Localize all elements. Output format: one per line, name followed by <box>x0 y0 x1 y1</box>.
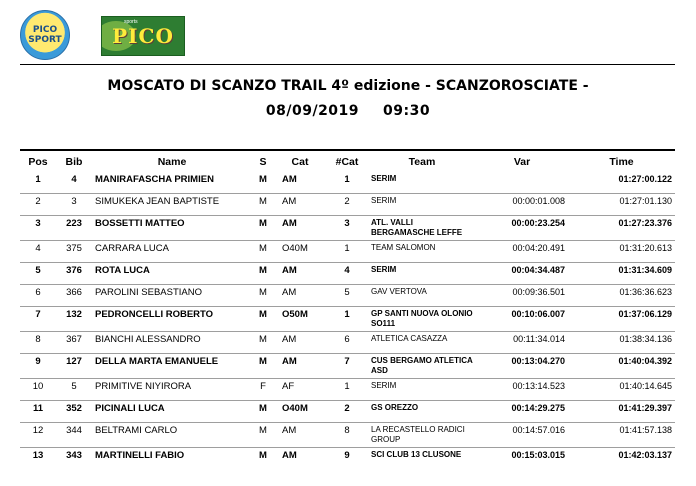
cell-name: PICINALI LUCA <box>95 403 165 414</box>
event-time: 09:30 <box>383 103 431 119</box>
table-row <box>20 379 675 401</box>
cell-catpos: 1 <box>344 309 350 320</box>
cell-pos: 1 <box>35 174 41 185</box>
header-col-cat: Cat <box>291 156 309 168</box>
table-body <box>20 172 675 469</box>
cell-bib: 3 <box>71 196 77 207</box>
cell-name: MARTINELLI FABIO <box>95 450 185 461</box>
cell-team: LA RECASTELLO RADICI GROUP <box>371 425 465 444</box>
cell-var: 00:00:01.008 <box>512 196 565 206</box>
cell-time: 01:27:01.130 <box>619 196 672 206</box>
pico-logo-line2: SPORT <box>28 35 62 45</box>
cell-pos: 2 <box>35 196 41 207</box>
cell-var: 00:13:14.523 <box>512 381 565 391</box>
cell-name: BIANCHI ALESSANDRO <box>95 334 201 345</box>
cell-pos: 11 <box>32 403 44 414</box>
pico-sport-logo <box>20 10 70 60</box>
cell-var: 00:13:04.270 <box>511 356 565 366</box>
cell-catpos: 7 <box>344 356 350 367</box>
cell-pos: 12 <box>32 425 44 436</box>
table-row <box>20 354 675 379</box>
pico-logo-line1: PICO <box>32 25 58 35</box>
cell-cat: AM <box>282 356 297 367</box>
cell-cat: AM <box>282 425 297 436</box>
cell-var: 00:04:20.491 <box>512 243 565 253</box>
cell-name: PEDRONCELLI ROBERTO <box>95 309 214 320</box>
table-row <box>20 448 675 470</box>
cell-pos: 9 <box>35 356 41 367</box>
cell-catpos: 6 <box>344 334 350 345</box>
event-date: 08/09/2019 <box>265 103 360 119</box>
cell-name: BOSSETTI MATTEO <box>95 218 185 229</box>
cell-name: BELTRAMI CARLO <box>95 425 178 436</box>
cell-bib: 344 <box>66 425 82 436</box>
cell-bib: 375 <box>66 243 82 254</box>
cell-var: 00:11:34.014 <box>513 334 565 344</box>
cell-bib: 376 <box>66 265 82 276</box>
cell-catpos: 3 <box>344 218 350 229</box>
cell-catpos: 8 <box>344 425 350 436</box>
table-row <box>20 241 675 263</box>
cell-pos: 4 <box>35 243 41 254</box>
cell-sex: M <box>259 196 267 207</box>
cell-bib: 127 <box>66 356 82 367</box>
cell-sex: F <box>260 381 266 392</box>
cell-time: 01:31:34.609 <box>618 265 672 275</box>
cell-time: 01:37:06.129 <box>618 309 672 319</box>
cell-team: SCI CLUB 13 CLUSONE <box>371 450 462 459</box>
table-row <box>20 172 675 194</box>
header-col-pos: Pos <box>28 156 48 168</box>
cell-time: 01:38:34.136 <box>619 334 672 344</box>
event-title: MOSCATO DI SCANZO TRAIL 4º edizione - SCANZOROSCIATE - <box>107 78 589 94</box>
cell-var: 00:00:23.254 <box>511 218 565 228</box>
pico-brand-logo <box>101 16 185 56</box>
cell-var: 00:15:03.015 <box>511 450 565 460</box>
top-divider <box>20 64 675 65</box>
header-col-catpos: #Cat <box>335 156 359 168</box>
cell-time: 01:40:04.392 <box>618 356 672 366</box>
cell-name: ROTA LUCA <box>95 265 150 276</box>
cell-team: ATLETICA CASAZZA <box>371 334 448 343</box>
cell-var <box>476 172 568 194</box>
cell-team: CUS BERGAMO ATLETICA ASD <box>371 356 473 375</box>
cell-catpos: 1 <box>344 243 350 254</box>
table-row <box>20 307 675 332</box>
cell-name: PAROLINI SEBASTIANO <box>95 287 202 298</box>
cell-sex: M <box>259 309 267 320</box>
cell-time: 01:41:29.397 <box>618 403 672 413</box>
cell-name: DELLA MARTA EMANUELE <box>95 356 219 367</box>
cell-bib: 4 <box>71 174 77 185</box>
cell-pos: 10 <box>32 381 44 392</box>
cell-pos: 3 <box>35 218 41 229</box>
brand-tiny-text: sports <box>124 19 138 25</box>
cell-team: SERIM <box>371 381 397 390</box>
cell-sex: M <box>259 174 267 185</box>
cell-bib: 132 <box>66 309 82 320</box>
cell-time: 01:27:00.122 <box>618 174 672 184</box>
cell-name: PRIMITIVE NIYIRORA <box>95 381 192 392</box>
cell-name: SIMUKEKA JEAN BAPTISTE <box>95 196 220 207</box>
cell-sex: M <box>259 243 267 254</box>
cell-bib: 366 <box>66 287 82 298</box>
cell-sex: M <box>259 287 267 298</box>
cell-cat: AM <box>282 287 297 298</box>
cell-team: GS OREZZO <box>371 403 419 412</box>
cell-cat: O40M <box>282 403 308 414</box>
cell-name: CARRARA LUCA <box>95 243 169 254</box>
cell-catpos: 4 <box>344 265 350 276</box>
header-col-sex: S <box>259 156 267 168</box>
cell-time: 01:36:36.623 <box>619 287 672 297</box>
cell-cat: AM <box>282 174 297 185</box>
cell-catpos: 1 <box>344 381 350 392</box>
header-col-team: Team <box>408 156 436 168</box>
cell-cat: AF <box>282 381 295 392</box>
cell-team: SERIM <box>371 265 397 274</box>
cell-cat: O50M <box>282 309 308 320</box>
header-col-time: Time <box>609 156 634 168</box>
cell-team: SERIM <box>371 196 397 205</box>
cell-cat: O40M <box>282 243 308 254</box>
cell-time: 01:42:03.137 <box>618 450 672 460</box>
cell-cat: AM <box>282 265 297 276</box>
header-col-var: Var <box>513 156 531 168</box>
cell-sex: M <box>259 425 267 436</box>
cell-catpos: 5 <box>344 287 350 298</box>
header-col-bib: Bib <box>65 156 83 168</box>
cell-team: TEAM SALOMON <box>371 243 436 252</box>
cell-team: ATL. VALLI BERGAMASCHE LEFFE <box>371 218 463 237</box>
cell-sex: M <box>259 218 267 229</box>
cell-bib: 352 <box>66 403 82 414</box>
cell-pos: 7 <box>35 309 41 320</box>
cell-bib: 5 <box>71 381 77 392</box>
table-header-row <box>20 154 675 172</box>
table-row <box>20 216 675 241</box>
cell-pos: 13 <box>32 450 44 461</box>
cell-catpos: 9 <box>344 450 350 461</box>
cell-sex: M <box>259 265 267 276</box>
cell-var: 00:04:34.487 <box>511 265 565 275</box>
cell-team: GAV VERTOVA <box>371 287 427 296</box>
cell-sex: M <box>259 356 267 367</box>
cell-team: GP SANTI NUOVA OLONIO SO111 <box>371 309 473 328</box>
table-row <box>20 423 675 448</box>
cell-var: 00:14:29.275 <box>511 403 565 413</box>
table-row <box>20 332 675 354</box>
cell-var: 00:10:06.007 <box>511 309 565 319</box>
cell-cat: AM <box>282 334 297 345</box>
cell-pos: 5 <box>35 265 41 276</box>
table-row <box>20 194 675 216</box>
cell-cat: AM <box>282 450 297 461</box>
cell-pos: 8 <box>35 334 41 345</box>
cell-bib: 367 <box>66 334 82 345</box>
table-row <box>20 401 675 423</box>
results-table <box>20 154 675 469</box>
table-top-divider <box>20 149 675 151</box>
table-row <box>20 263 675 285</box>
cell-catpos: 1 <box>344 174 350 185</box>
cell-time: 01:27:23.376 <box>618 218 672 228</box>
cell-pos: 6 <box>35 287 41 298</box>
cell-var: 00:09:36.501 <box>512 287 565 297</box>
brand-text: PICO <box>112 24 174 48</box>
cell-cat: AM <box>282 196 297 207</box>
table-row <box>20 285 675 307</box>
cell-team: SERIM <box>371 174 397 183</box>
cell-time: 01:41:57.138 <box>619 425 672 435</box>
cell-catpos: 2 <box>344 196 350 207</box>
cell-name: MANIRAFASCHA PRIMIEN <box>95 174 214 185</box>
event-datetime <box>0 103 696 119</box>
cell-cat: AM <box>282 218 297 229</box>
cell-time: 01:40:14.645 <box>619 381 672 391</box>
cell-sex: M <box>259 450 267 461</box>
cell-bib: 223 <box>66 218 82 229</box>
cell-var: 00:14:57.016 <box>512 425 565 435</box>
cell-catpos: 2 <box>344 403 350 414</box>
cell-sex: M <box>259 334 267 345</box>
cell-sex: M <box>259 403 267 414</box>
header-col-name: Name <box>157 156 187 168</box>
cell-bib: 343 <box>66 450 82 461</box>
cell-time: 01:31:20.613 <box>619 243 672 253</box>
